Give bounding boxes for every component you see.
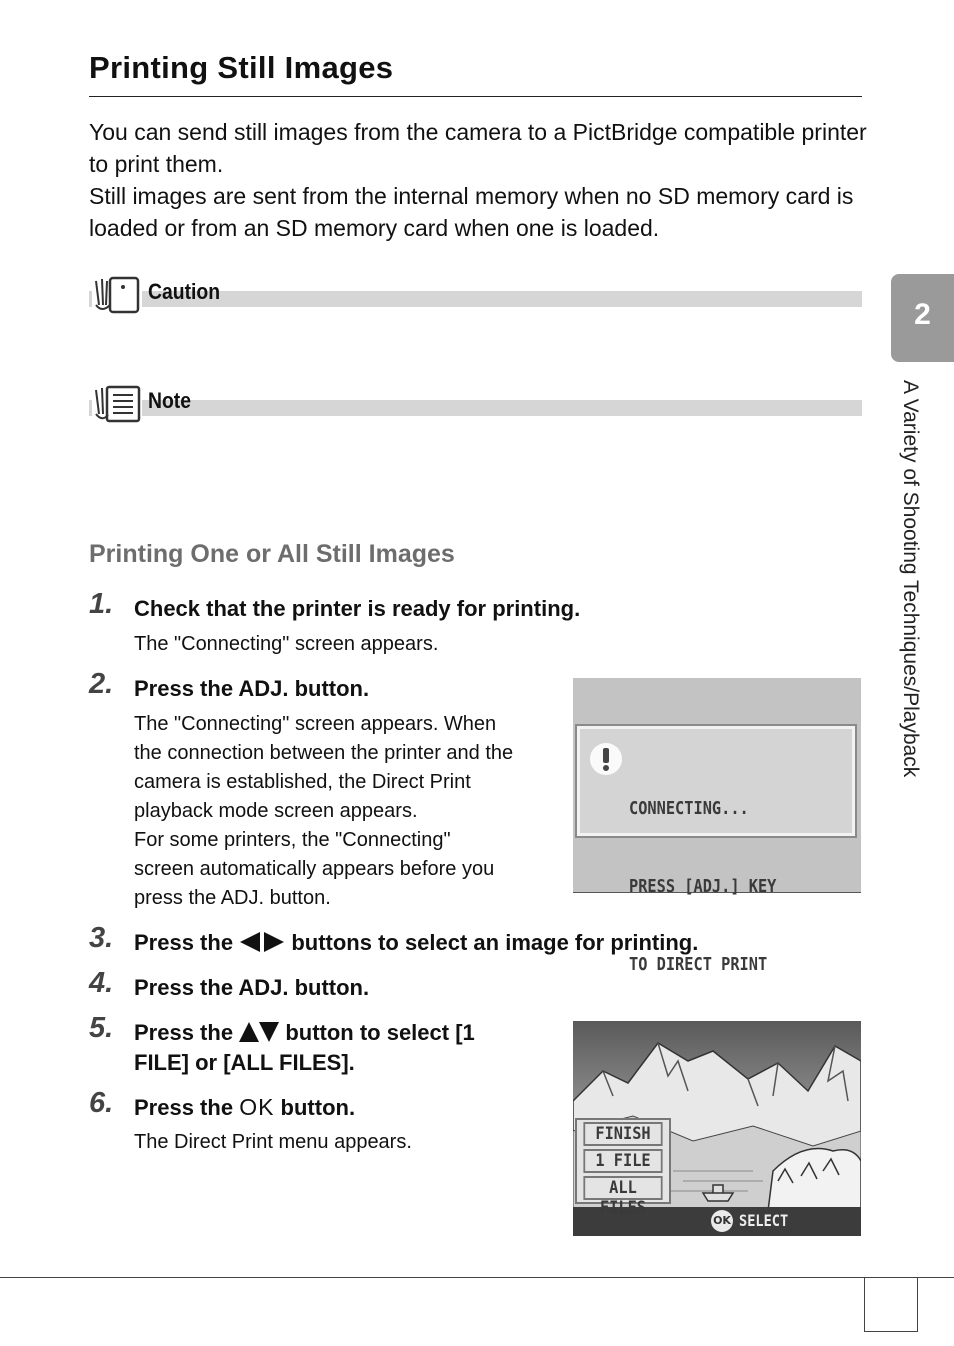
step-6-text-before: Press the xyxy=(134,1095,234,1120)
step-2-desc-line-3: camera is established, the Direct Print xyxy=(134,771,471,793)
menu-option-1-file[interactable]: 1 FILE xyxy=(583,1149,662,1173)
step-2-desc-line-5: For some printers, the "Connecting" xyxy=(134,829,451,851)
step-4-text: Press the ADJ. button. xyxy=(134,975,370,1000)
caution-label: Caution xyxy=(148,279,221,304)
step-2-text: Press the ADJ. button. xyxy=(134,676,370,701)
exclamation-icon xyxy=(590,743,622,775)
footer-rule xyxy=(0,1277,954,1278)
step-1-desc xyxy=(134,630,438,659)
chapter-title: A Variety of Shooting Techniques/Playback xyxy=(899,380,922,778)
chapter-tab xyxy=(891,274,954,362)
step-2-desc-line-1: The "Connecting" screen appears. When xyxy=(134,713,497,735)
step-1-desc-line: The "Connecting" screen appears. xyxy=(134,633,439,655)
page-title: Printing Still Images xyxy=(89,50,394,85)
connecting-line-2: PRESS [ADJ.] KEY xyxy=(629,876,777,897)
step-5-text-line-1-end: button to select [1 xyxy=(285,1020,475,1045)
step-6-text xyxy=(134,1092,355,1123)
connecting-line-1: CONNECTING... xyxy=(629,798,749,819)
step-6-text-after: button. xyxy=(280,1095,356,1120)
direct-print-menu-screen xyxy=(573,1021,861,1236)
chapter-number: 2 xyxy=(914,298,931,331)
note-pad-icon xyxy=(92,384,142,424)
note-label: Note xyxy=(148,388,192,413)
connecting-message xyxy=(629,744,776,1030)
step-5-text xyxy=(134,1018,554,1078)
step-6-desc-line: The Direct Print menu appears. xyxy=(134,1131,412,1153)
step-5-text-line-2: FILE] or [ALL FILES]. xyxy=(134,1050,355,1075)
step-1-text: Check that the printer is ready for printing. xyxy=(134,596,581,621)
step-6-desc xyxy=(134,1128,412,1157)
intro-paragraph-1: You can send still images from the camera to a PictBridge compatible printer to print them. xyxy=(89,119,867,177)
step-2-desc-line-7: press the ADJ. button. xyxy=(134,887,331,909)
step-2-desc-line-2: the connection between the printer and the xyxy=(134,742,514,764)
step-3-text-after: buttons to select an image for printing. xyxy=(291,930,699,955)
step-3-text xyxy=(134,928,698,958)
title-divider xyxy=(89,96,862,97)
step-1-number: 1. xyxy=(89,588,114,620)
intro-paragraph-2: Still images are sent from the internal memory when no SD memory card is loaded or from an SD memory card when one is loaded. xyxy=(89,183,854,241)
step-2-desc-line-6: screen automatically appears before you xyxy=(134,858,495,880)
note-bar xyxy=(89,400,862,416)
connecting-screen xyxy=(573,678,861,975)
step-3-text-before: Press the xyxy=(134,930,234,955)
section-title: Printing One or All Still Images xyxy=(89,540,455,568)
left-right-arrows-icon xyxy=(239,932,285,952)
step-2-number: 2. xyxy=(89,668,114,700)
connecting-line-3: TO DIRECT PRINT xyxy=(629,954,768,975)
note-header xyxy=(89,384,862,424)
step-2-desc xyxy=(134,710,513,913)
caution-header xyxy=(89,275,862,315)
up-down-arrows-icon xyxy=(239,1022,279,1042)
intro-text xyxy=(89,116,869,244)
select-label: SELECT xyxy=(739,1211,789,1230)
step-5-number: 5. xyxy=(89,1012,114,1044)
step-5-text-before: Press the xyxy=(134,1020,234,1045)
step-4-number: 4. xyxy=(89,967,114,999)
step-3-number: 3. xyxy=(89,922,114,954)
print-options-menu xyxy=(575,1118,671,1218)
ok-button-label: OK xyxy=(239,1094,275,1120)
step-6-number: 6. xyxy=(89,1087,114,1119)
menu-option-finish[interactable]: FINISH xyxy=(583,1122,662,1146)
ok-badge-icon: OK xyxy=(711,1210,733,1232)
caution-hand-icon xyxy=(92,275,142,315)
menu-option-all-files[interactable]: ALL FILES xyxy=(583,1176,662,1200)
step-2-desc-line-4: playback mode screen appears. xyxy=(134,800,418,822)
page-number-box xyxy=(864,1277,918,1332)
